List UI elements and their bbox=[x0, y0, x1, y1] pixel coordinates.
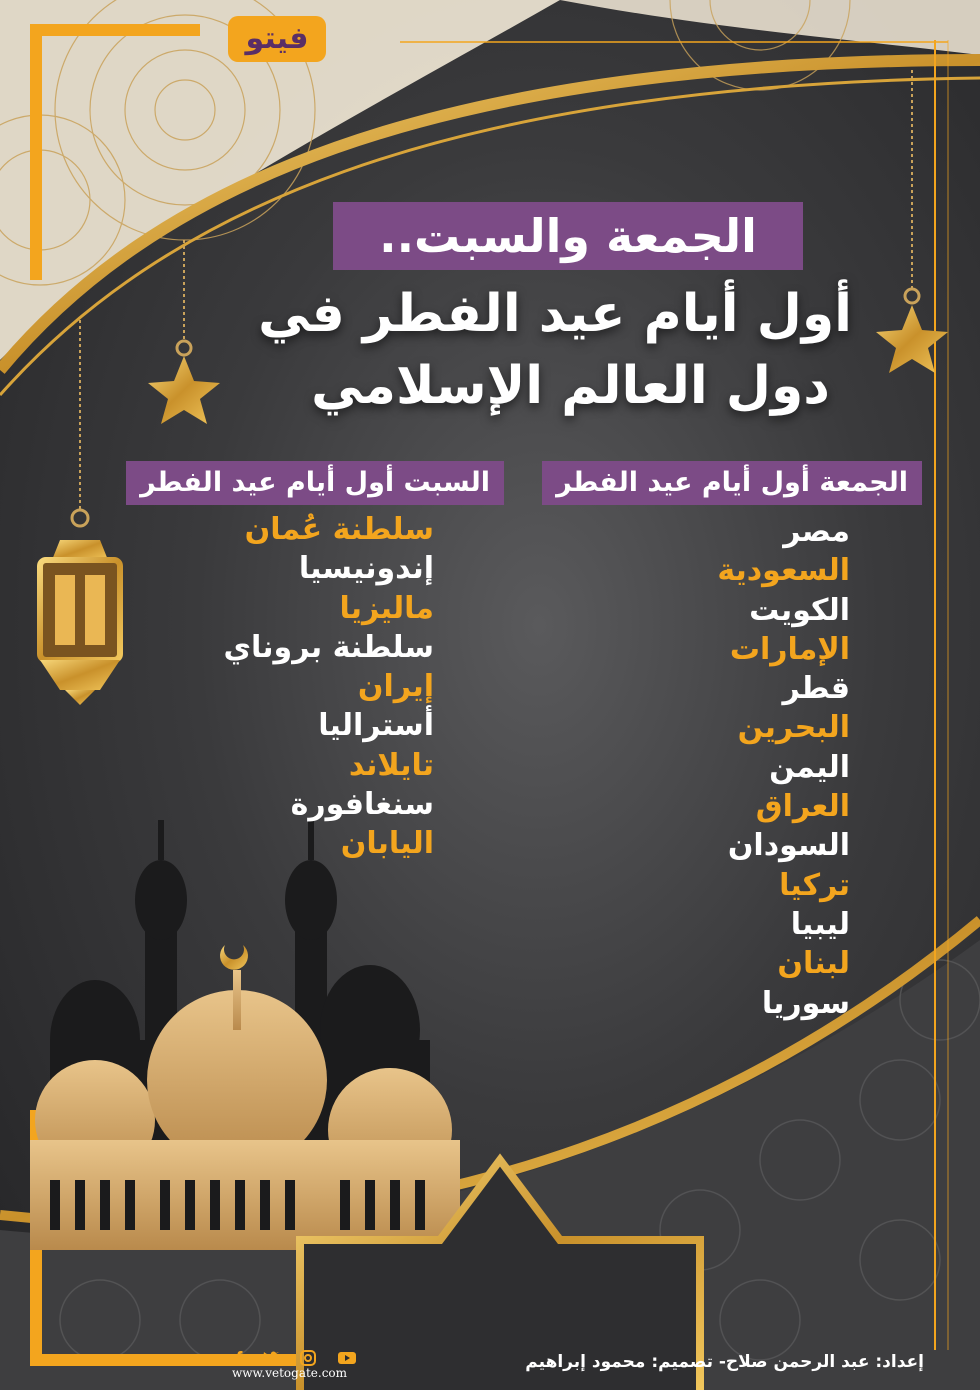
friday-heading: الجمعة أول أيام عيد الفطر bbox=[542, 461, 922, 505]
country-item: اليمن bbox=[769, 749, 850, 785]
country-item: البحرين bbox=[737, 710, 850, 746]
title-banner: الجمعة والسبت.. bbox=[333, 202, 803, 270]
lantern-icon bbox=[40, 510, 120, 705]
brand-logo[interactable]: فيتو bbox=[228, 16, 326, 62]
instagram-icon[interactable] bbox=[299, 1350, 317, 1366]
country-item: تايلاند bbox=[348, 747, 434, 783]
title-line-2: أول أيام عيد الفطر في bbox=[258, 284, 852, 344]
friday-country-list bbox=[590, 512, 850, 1023]
country-item: العراق bbox=[755, 789, 850, 825]
country-item: قطر bbox=[782, 671, 850, 707]
title-line-3: دول العالم الإسلامي bbox=[311, 356, 830, 416]
country-item: اليابان bbox=[340, 826, 434, 862]
country-item: سوريا bbox=[761, 985, 850, 1021]
country-item: سنغافورة bbox=[290, 787, 434, 823]
country-item: تركيا bbox=[779, 867, 850, 903]
country-item: سلطنة بروناي bbox=[223, 629, 434, 665]
saturday-country-list bbox=[134, 510, 434, 864]
website-url[interactable]: www.vetogate.com bbox=[232, 1366, 348, 1380]
country-item: إندونيسيا bbox=[298, 551, 434, 587]
country-item: الإمارات bbox=[729, 631, 850, 667]
saturday-heading: السبت أول أيام عيد الفطر bbox=[126, 461, 504, 505]
country-item: الكويت bbox=[749, 592, 850, 628]
country-item: ليبيا bbox=[790, 906, 850, 942]
star-icon-left bbox=[148, 356, 220, 424]
country-item: سلطنة عُمان bbox=[244, 512, 434, 547]
facebook-icon[interactable] bbox=[230, 1350, 248, 1366]
country-item: أستراليا bbox=[318, 708, 434, 744]
country-item: مصر bbox=[783, 514, 850, 549]
country-item: ماليزيا bbox=[339, 590, 434, 626]
country-item: السعودية bbox=[717, 553, 850, 589]
credits: إعداد: عبد الرحمن صلاح- تصميم: محمود إبراهيم bbox=[525, 1352, 924, 1372]
twitter-icon[interactable] bbox=[262, 1350, 280, 1366]
country-item: إيران bbox=[357, 669, 434, 705]
youtube-icon[interactable] bbox=[338, 1350, 356, 1366]
star-icon-right bbox=[876, 305, 948, 373]
country-item: لبنان bbox=[777, 946, 850, 982]
country-item: السودان bbox=[727, 828, 850, 864]
